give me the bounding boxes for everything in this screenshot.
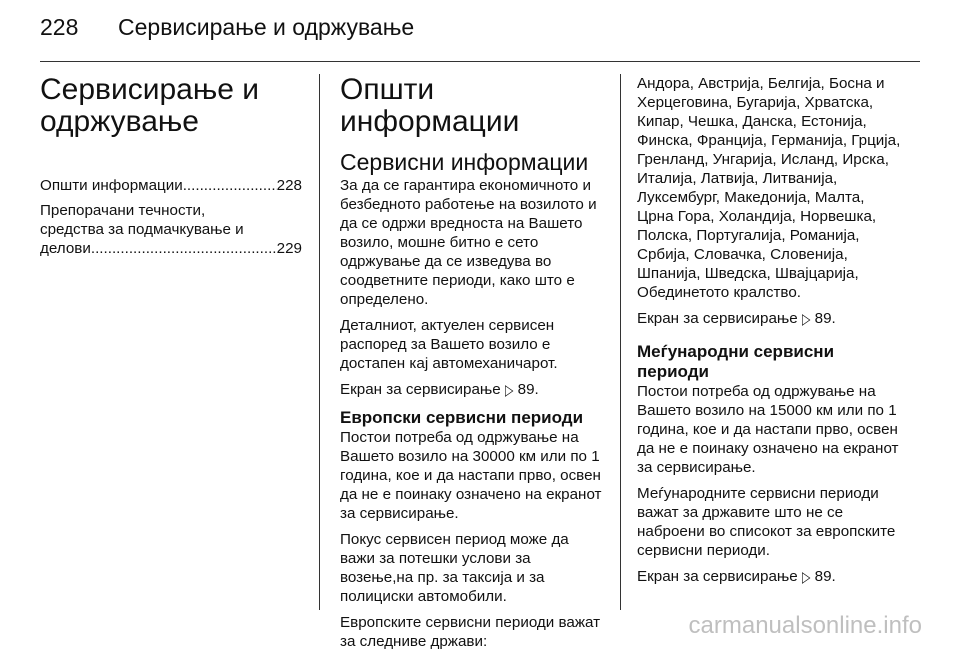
chapter-title: Сервисирање и одржување	[40, 73, 260, 138]
subsection-heading: Сервисни информации	[340, 149, 589, 175]
toc-entry-page: 229	[276, 240, 302, 257]
paragraph: Постои потреба од одржување на Вашето возило на 15000 км или по 1 година, кое и да настапи прво, освен да не е поинаку означено на екранот за сервисирање.	[637, 383, 899, 476]
column-middle	[340, 74, 604, 658]
page-number: 228	[40, 14, 79, 40]
column-divider-1	[319, 74, 320, 610]
page-header	[40, 14, 920, 50]
toc-entry-label-line: Препорачани течности,	[40, 202, 206, 219]
toc-entry-general[interactable]	[40, 176, 302, 195]
running-title: Сервисирање и одржување	[118, 14, 415, 40]
toc-leader	[183, 176, 277, 195]
section-heading: Општи информации	[340, 73, 520, 138]
reference-page: 89.	[814, 310, 836, 327]
reference-page: 89.	[517, 381, 539, 398]
arrow-right-icon: ▷	[801, 569, 811, 587]
table-of-contents	[40, 176, 302, 258]
toc-entry-label: Општи информации	[40, 177, 183, 194]
column-divider-2	[620, 74, 621, 610]
column-left	[40, 74, 302, 264]
cross-reference[interactable]	[637, 567, 903, 588]
header-rule	[40, 61, 920, 62]
section-title-european: Европски сервисни периоди	[340, 408, 584, 427]
toc-entry-label-line: средства за подмачкување и	[40, 221, 244, 238]
paragraph: Покус сервисен период може да важи за потешки услови за возење,на пр. за таксија и за полициски автомобили.	[340, 531, 569, 605]
toc-entry-page: 228	[276, 177, 302, 194]
paragraph: Деталниот, актуелен сервисен распоред за Вашето возило е достапен кај автомеханичарот.	[340, 317, 558, 372]
toc-leader	[91, 239, 277, 258]
section-title-international: Меѓународни сервисни периоди	[637, 342, 835, 381]
cross-reference[interactable]	[637, 309, 903, 330]
reference-text: Екран за сервисирање	[637, 310, 798, 327]
cross-reference[interactable]	[340, 380, 604, 401]
watermark: carmanualsonline.info	[688, 612, 922, 639]
paragraph: Постои потреба од одржување на Вашето возило на 30000 км или по 1 година, кое и да настапи прво, освен да не е поинаку означено на екранот за сервисирање.	[340, 429, 602, 522]
paragraph: Меѓународните сервисни периоди важат за државите што не се наброени во списокот за европските сервисни периоди.	[637, 485, 896, 559]
country-list: Андора, Австрија, Белгија, Босна и Херцеговина, Бугарија, Хрватска, Кипар, Чешка, Данска, Естонија, Финска, Франција, Германија, Грција, Гренланд, Унгарија, Исланд, Ирска, Италија, Латвија, Литванија, Луксембург, Македонија, Малта, Црна Гора, Холандија, Норвешка, Полска, Португалија, Романија, Србија, Словачка, Словенија, Шпанија, Шведска, Швајцарија, Обединетото кралство.	[637, 75, 901, 301]
toc-entry-fluids[interactable]	[40, 201, 302, 258]
paragraph: За да се гарантира економичното и безбедното работење на возилото и да се одржи вредноста на Вашето возило, мошне битно е сето одржување да се изведува во соодветните периоди, како што е определено.	[340, 177, 597, 308]
arrow-right-icon: ▷	[504, 382, 514, 400]
column-right	[637, 74, 903, 595]
reference-text: Екран за сервисирање	[637, 568, 798, 585]
reference-text: Екран за сервисирање	[340, 381, 501, 398]
reference-page: 89.	[814, 568, 836, 585]
arrow-right-icon: ▷	[801, 311, 811, 329]
toc-entry-label: делови	[40, 240, 91, 257]
paragraph: Европските сервисни периоди важат за следниве држави:	[340, 614, 601, 650]
